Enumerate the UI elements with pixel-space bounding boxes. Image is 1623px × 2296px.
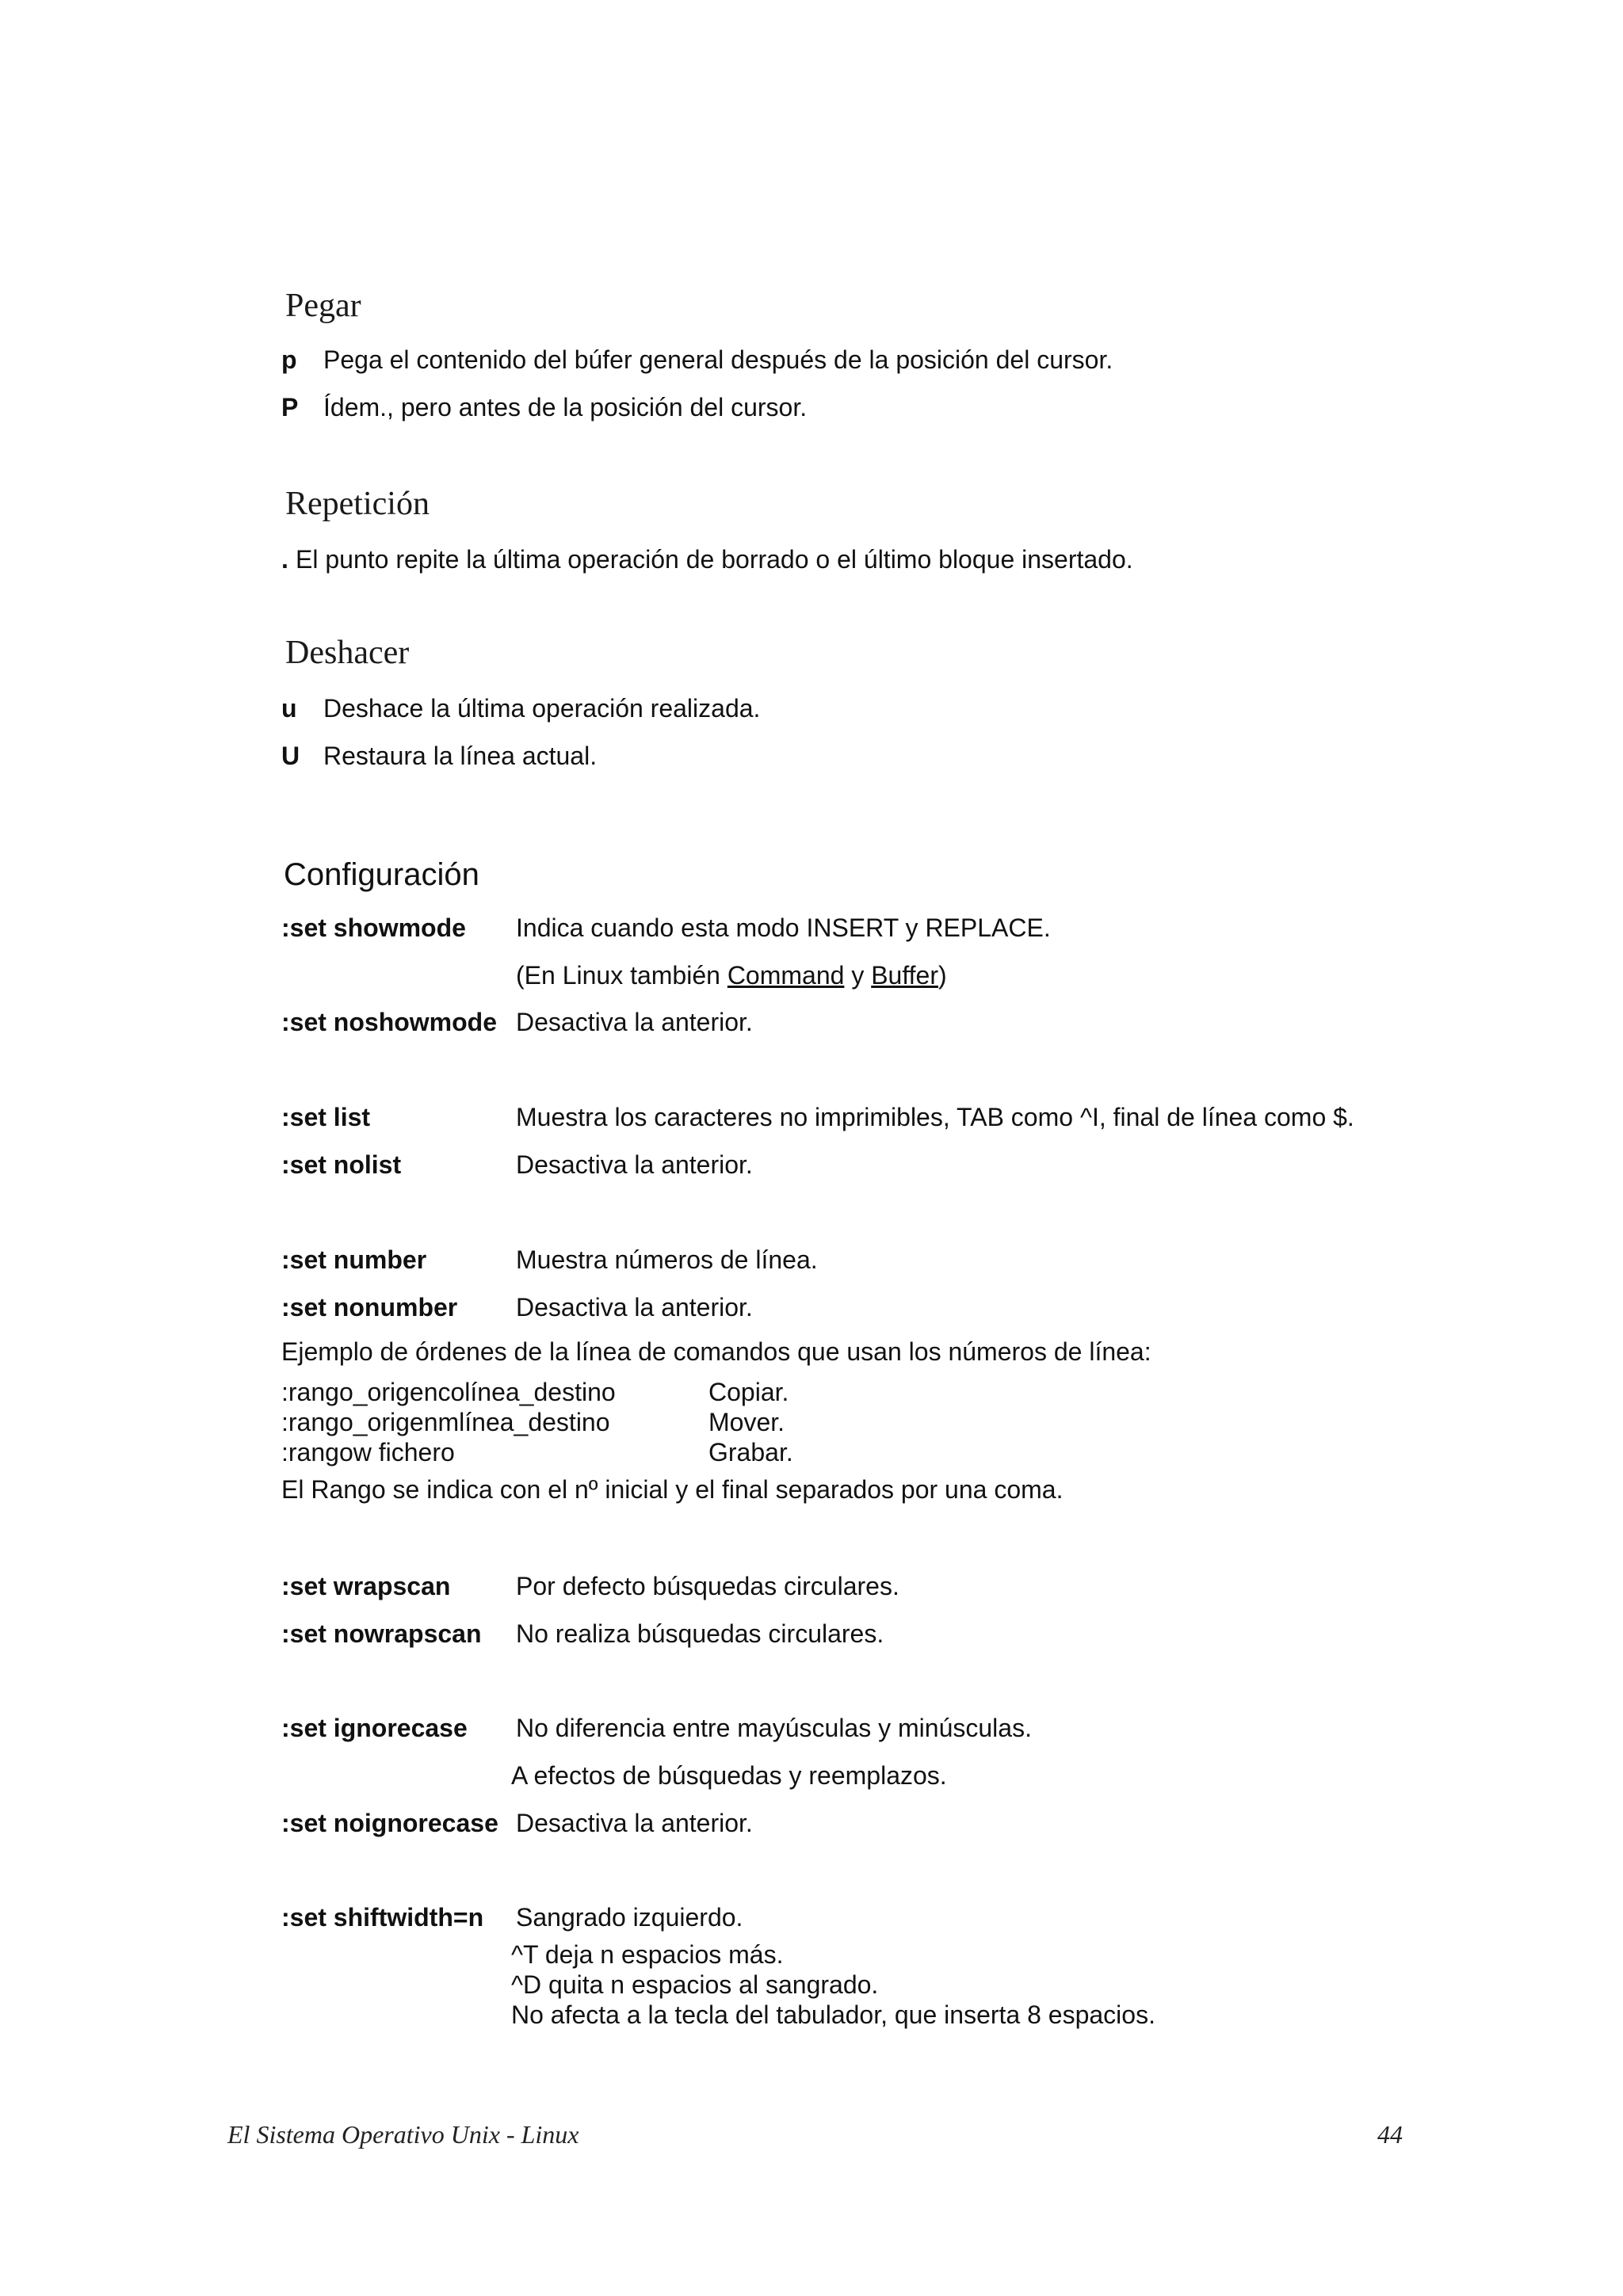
- desc-ignorecase-2: A efectos de búsquedas y reemplazos.: [511, 1761, 947, 1790]
- example-action-3: Grabar.: [708, 1438, 793, 1466]
- shiftwidth-line-1: ^T deja n espacios más.: [511, 1940, 784, 1969]
- note-y: y: [844, 961, 872, 990]
- note-prefix: (En Linux también: [516, 961, 727, 990]
- desc-nowrapscan: No realiza búsquedas circulares.: [516, 1619, 884, 1648]
- desc-noshowmode: Desactiva la anterior.: [516, 1008, 753, 1036]
- desc-noignorecase: Desactiva la anterior.: [516, 1809, 753, 1837]
- footer-title: El Sistema Operativo Unix - Linux: [227, 2120, 579, 2149]
- key-ignorecase: :set ignorecase: [281, 1714, 468, 1742]
- shiftwidth-line-3: No afecta a la tecla del tabulador, que inserta 8 espacios.: [511, 2000, 1155, 2029]
- key-noshowmode: :set noshowmode: [281, 1008, 498, 1036]
- key-showmode: :set showmode: [281, 913, 466, 942]
- desc-dot: El punto repite la última operación de borrado o el último bloque insertado.: [296, 545, 1133, 574]
- key-nolist: :set nolist: [281, 1150, 402, 1179]
- note-buffer: Buffer: [871, 961, 938, 990]
- shiftwidth-line-2: ^D quita n espacios al sangrado.: [511, 1970, 879, 1999]
- example-intro: Ejemplo de órdenes de la línea de comandos que usan los números de línea:: [281, 1337, 1151, 1366]
- example-cmd-1: :rango_origencolínea_destino: [281, 1378, 616, 1406]
- desc-p: Pega el contenido del búfer general después de la posición del cursor.: [323, 345, 1113, 374]
- key-nonumber: :set nonumber: [281, 1293, 458, 1322]
- key-dot: .: [281, 545, 288, 574]
- desc-U: Restaura la línea actual.: [323, 742, 598, 770]
- key-U: U: [281, 742, 300, 770]
- example-action-2: Mover.: [708, 1408, 785, 1436]
- note-command: Command: [727, 961, 845, 990]
- desc-P: Ídem., pero antes de la posición del cursor.: [323, 393, 808, 421]
- desc-number: Muestra números de línea.: [516, 1245, 818, 1274]
- key-shiftwidth: :set shiftwidth=n: [281, 1903, 484, 1932]
- desc-u: Deshace la última operación realizada.: [323, 694, 761, 723]
- example-action-1: Copiar.: [708, 1378, 789, 1406]
- heading-configuracion: Configuración: [284, 857, 479, 892]
- desc-showmode: Indica cuando esta modo INSERT y REPLACE.: [516, 913, 1051, 942]
- key-u: u: [281, 694, 297, 723]
- key-wrapscan: :set wrapscan: [281, 1572, 451, 1600]
- desc-shiftwidth: Sangrado izquierdo.: [516, 1903, 743, 1932]
- key-p: p: [281, 345, 297, 374]
- heading-repeticion: Repetición: [285, 486, 430, 522]
- heading-deshacer: Deshacer: [285, 635, 410, 671]
- key-list: :set list: [281, 1103, 371, 1131]
- desc-ignorecase: No diferencia entre mayúsculas y minúsculas.: [516, 1714, 1032, 1742]
- desc-list: Muestra los caracteres no imprimibles, TAB como ^I, final de línea como $.: [516, 1103, 1354, 1131]
- heading-pegar: Pegar: [285, 288, 361, 324]
- note-suffix: ): [938, 961, 947, 990]
- range-note: El Rango se indica con el nº inicial y el final separados por una coma.: [281, 1475, 1064, 1504]
- desc-nonumber: Desactiva la anterior.: [516, 1293, 753, 1322]
- footer-page-number: 44: [1377, 2120, 1403, 2149]
- example-cmd-2: :rango_origenmlínea_destino: [281, 1408, 610, 1436]
- example-cmd-3: :rangow fichero: [281, 1438, 455, 1466]
- key-noignorecase: :set noignorecase: [281, 1809, 498, 1837]
- key-number: :set number: [281, 1245, 427, 1274]
- desc-nolist: Desactiva la anterior.: [516, 1150, 753, 1179]
- key-nowrapscan: :set nowrapscan: [281, 1619, 482, 1648]
- showmode-note: [516, 961, 947, 990]
- desc-wrapscan: Por defecto búsquedas circulares.: [516, 1572, 899, 1600]
- key-P: P: [281, 393, 299, 421]
